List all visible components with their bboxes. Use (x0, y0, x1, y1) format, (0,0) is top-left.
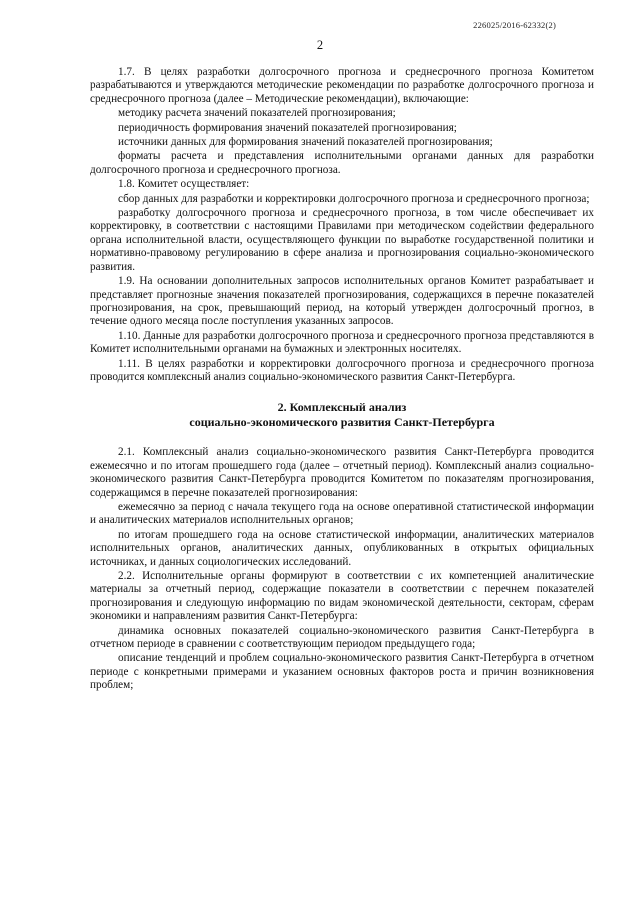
list-item-dynamics: динамика основных показателей социально-экономического развития Санкт-Петербурга в отчетном периоде в сравнении с соответствующим периодом предыдущего года; (90, 624, 594, 651)
list-item-data-sources: источники данных для формирования значений показателей прогнозирования; (118, 136, 493, 149)
list-item-periodicity: периодичность формирования значений показателей прогнозирования; (118, 121, 457, 134)
list-item-yearly: по итогам прошедшего года на основе статистической информации, аналитических материалов исполнительных органов, аналитических данных, опубликованных в открытых официальных источниках, и данных социологических исследований. (90, 528, 594, 568)
paragraph-1-10: 1.10. Данные для разработки долгосрочного прогноза и среднесрочного прогноза представляются в Комитет исполнительными органами на бумажных и электронных носителях. (90, 329, 594, 356)
paragraph-1-8: 1.8. Комитет осуществляет: (118, 178, 250, 191)
paragraph-2-1: 2.1. Комплексный анализ социально-экономического развития Санкт-Петербурга проводится ежемесячно и по итогам прошедшего года (далее – отчетный период). Комплексный анализ социально-экономического развития Санкт-Петербурга проводится Комитетом по показателям прогнозирования, содержащимся в перечне показателей прогнозирования: (90, 446, 594, 499)
list-item-forecast-development: разработку долгосрочного прогноза и среднесрочного прогноза, в том числе обеспечивает их корректировку, в соответствии с настоящими Правилами при методическом содействии федерального органа исполнительной власти, осуществляющего функции по выработке государственной политики и нормативно-правовому регулированию в сфере анализа и прогнозирования социально-экономического развития. (90, 207, 594, 273)
paragraph-1-11: 1.11. В целях разработки и корректировки долгосрочного прогноза и среднесрочного прогноза проводится комплексный анализ социально-экономического развития Санкт-Петербурга. (90, 357, 594, 383)
list-item-monthly: ежемесячно за период с начала текущего года на основе оперативной статистической информации и аналитических материалов исполнительных органов; (90, 500, 594, 527)
paragraph-1-9: 1.9. На основании дополнительных запросов исполнительных органов Комитет разрабатывает и представляет прогнозные значения показателей прогнозирования, содержащихся в перечне показателей прогнозирования, на срок, превышающий период, на который утвержден долгосрочный прогноз, в течение одного месяца после поступления указанных запросов. (90, 275, 594, 328)
section-heading-line-2: социально-экономического развития Санкт-Петербурга (189, 415, 495, 430)
section-heading (90, 400, 594, 430)
paragraph-1-7: 1.7. В целях разработки долгосрочного прогноза и среднесрочного прогноза Комитетом разрабатываются и утверждаются методические рекомендации по разработке долгосрочного прогноза и среднесрочного прогноза (далее – Методические рекомендации), включающие: (90, 66, 594, 105)
page-body (90, 66, 594, 694)
section-heading-line-1: 2. Комплексный анализ (277, 400, 407, 415)
page-number: 2 (316, 38, 324, 52)
list-item-formats: форматы расчета и представления исполнительными органами данных для разработки долгосрочного прогноза и среднесрочного прогноза. (90, 150, 594, 176)
list-item-data-collection: сбор данных для разработки и корректировки долгосрочного прогноза и среднесрочного прогноза; (118, 192, 590, 205)
document-number: 226025/2016-62332(2) (473, 20, 556, 30)
paragraph-2-2: 2.2. Исполнительные органы формируют в соответствии с их компетенцией аналитические материалы за отчетный период, содержащие показатели в соответствии с перечнем показателей прогнозирования и следующую информацию по видам экономической деятельности, секторам, сферам экономики и направлениям развития Санкт-Петербурга: (90, 570, 594, 623)
list-item-methodology: методику расчета значений показателей прогнозирования; (118, 107, 396, 120)
list-item-trends: описание тенденций и проблем социально-экономического развития Санкт-Петербурга в отчетном периоде с конкретными примерами и указанием основных факторов роста и причин возникновения проблем; (90, 652, 594, 692)
